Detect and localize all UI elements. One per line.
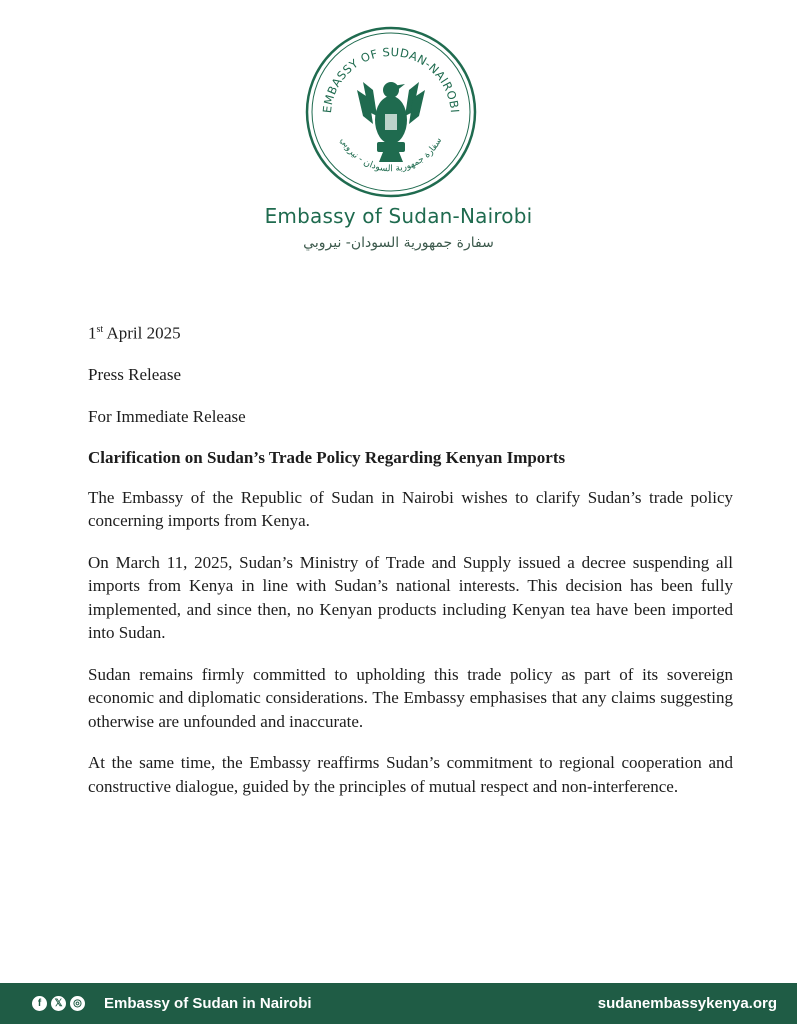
embassy-name-arabic: سفارة جمهورية السودان- نيروبي xyxy=(303,235,494,251)
seal-top-text: EMBASSY OF SUDAN-NAIROBI xyxy=(319,44,462,114)
facebook-icon[interactable]: f xyxy=(32,996,47,1011)
press-release-label: Press Release xyxy=(88,365,182,385)
footer-bar xyxy=(0,983,797,1024)
x-icon[interactable]: 𝕏 xyxy=(51,996,66,1011)
instagram-icon[interactable]: ◎ xyxy=(70,996,85,1011)
social-icons xyxy=(32,996,85,1011)
embassy-name-english: Embassy of Sudan-Nairobi xyxy=(264,204,533,228)
seal-bottom-text: سفارة جمهورية السودان - نيروبي xyxy=(337,136,445,175)
footer-website-link[interactable]: sudanembassykenya.org xyxy=(597,995,777,1012)
release-date: 1st April 2025 xyxy=(88,323,181,343)
embassy-seal-logo xyxy=(303,24,479,200)
paragraph-1: The Embassy of the Republic of Sudan in Nairobi wishes to clarify Sudan’s trade policy concerning imports from Kenya. xyxy=(88,487,733,531)
footer-embassy-name: Embassy of Sudan in Nairobi xyxy=(104,995,312,1012)
paragraph-2: On March 11, 2025, Sudan’s Ministry of Trade and Supply issued a decree suspending all imports from Kenya in line with Sudan’s national interests. This decision has been fully implemented, and since then, no Kenyan products including Kenyan tea have been imported into Sudan. xyxy=(88,552,733,643)
letter-body xyxy=(88,318,733,816)
paragraph-4: At the same time, the Embassy reaffirms Sudan’s commitment to regional cooperation and constructive dialogue, guided by the principles of mutual respect and non-interference. xyxy=(88,753,733,796)
paragraph-3: Sudan remains firmly committed to upholding this trade policy as part of its sovereign economic and diplomatic considerations. The Embassy emphasises that any claims suggesting otherwise are unfounded and inaccurate. xyxy=(88,664,733,731)
release-title: Clarification on Sudan’s Trade Policy Regarding Kenyan Imports xyxy=(88,448,566,468)
immediate-release-label: For Immediate Release xyxy=(88,406,246,426)
